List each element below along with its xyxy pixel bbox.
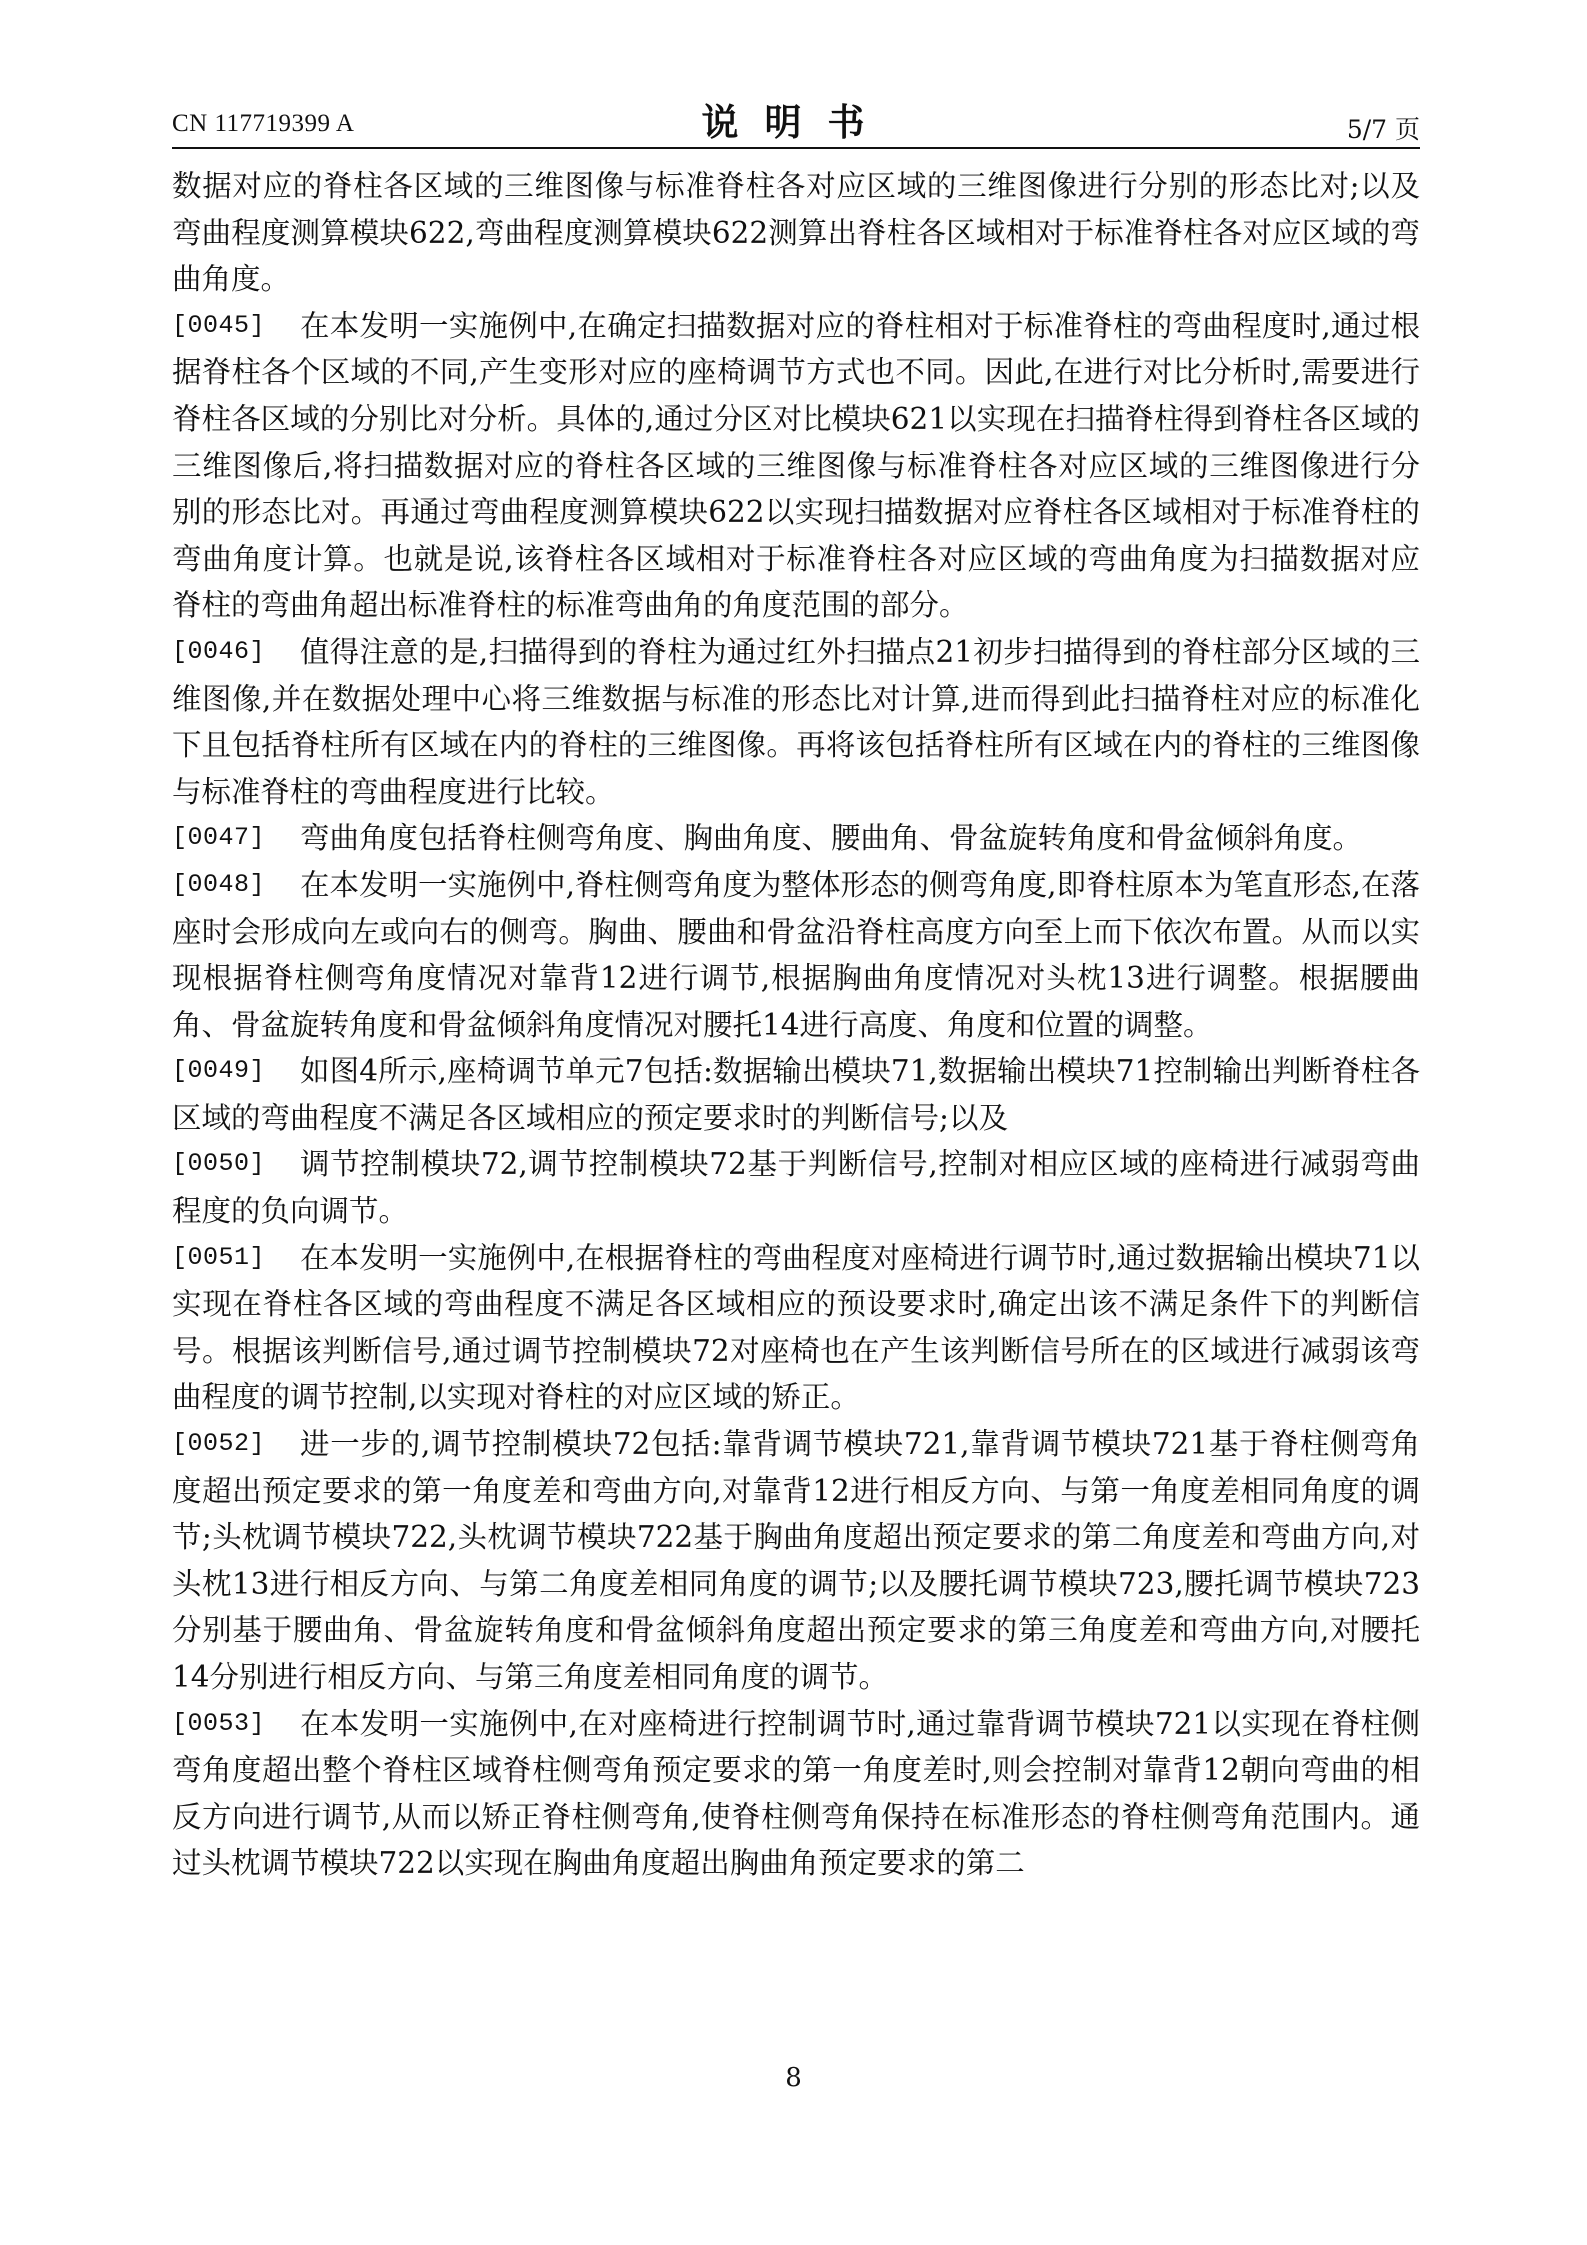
document-title: 说明书 xyxy=(701,101,891,144)
paragraph-number: [0046] xyxy=(172,636,266,666)
paragraph-0048 xyxy=(172,862,1420,1048)
paragraph-text: 在本发明一实施例中,在根据脊柱的弯曲程度对座椅进行调节时,通过数据输出模块71以实现在脊柱各区域的弯曲程度不满足各区域相应的预设要求时,确定出该不满足条件下的判断信号。根据该判断信号,通过调节控制模块72对座椅也在产生该判断信号所在的区域进行减弱该弯曲程度的调节控制,以实现对脊柱的对应区域的矫正。 xyxy=(172,1240,1420,1415)
paragraph-0052 xyxy=(172,1421,1420,1701)
paragraph-0050 xyxy=(172,1141,1420,1234)
paragraph-text: 弯曲角度包括脊柱侧弯角度、胸曲角度、腰曲角、骨盆旋转角度和骨盆倾斜角度。 xyxy=(300,821,1363,856)
paragraph-0049 xyxy=(172,1048,1420,1141)
paragraph-0053 xyxy=(172,1701,1420,1887)
document-body xyxy=(172,163,1420,1887)
paragraph-0045 xyxy=(172,303,1420,629)
paragraph-text: 在本发明一实施例中,脊柱侧弯角度为整体形态的侧弯角度,即脊柱原本为笔直形态,在落座时会形成向左或向右的侧弯。胸曲、腰曲和骨盆沿脊柱高度方向至上而下依次布置。从而以实现根据脊柱侧弯角度情况对靠背12进行调节,根据胸曲角度情况对头枕13进行调整。根据腰曲角、骨盆旋转角度和骨盆倾斜角度情况对腰托14进行高度、角度和位置的调整。 xyxy=(172,867,1420,1042)
paragraph-number: [0052] xyxy=(172,1429,266,1459)
paragraph-number: [0047] xyxy=(172,823,266,853)
paragraph-0046 xyxy=(172,629,1420,815)
paragraph-number: [0045] xyxy=(172,310,266,340)
header-divider xyxy=(172,147,1420,149)
paragraph-continuation xyxy=(172,163,1420,303)
paragraph-number: [0050] xyxy=(172,1149,266,1179)
paragraph-text: 调节控制模块72,调节控制模块72基于判断信号,控制对相应区域的座椅进行减弱弯曲程度的负向调节。 xyxy=(172,1147,1420,1229)
paragraph-0047 xyxy=(172,815,1420,862)
paragraph-text: 进一步的,调节控制模块72包括:靠背调节模块721,靠背调节模块721基于脊柱侧弯角度超出预定要求的第一角度差和弯曲方向,对靠背12进行相反方向、与第一角度差相同角度的调节;头枕调节模块722,头枕调节模块722基于胸曲角度超出预定要求的第二角度差和弯曲方向,对头枕13进行相反方向、与第二角度差相同角度的调节;以及腰托调节模块723,腰托调节模块723分别基于腰曲角、骨盆旋转角度和骨盆倾斜角度超出预定要求的第三角度差和弯曲方向,对腰托14分别进行相反方向、与第三角度差相同角度的调节。 xyxy=(172,1427,1420,1694)
paragraph-0051 xyxy=(172,1235,1420,1421)
paragraph-number: [0053] xyxy=(172,1708,266,1738)
publication-number: CN 117719399 A xyxy=(172,110,355,137)
paragraph-text: 在本发明一实施例中,在对座椅进行控制调节时,通过靠背调节模块721以实现在脊柱侧弯角度超出整个脊柱区域脊柱侧弯角预定要求的第一角度差时,则会控制对靠背12朝向弯曲的相反方向进行调节,从而以矫正脊柱侧弯角,使脊柱侧弯角保持在标准形态的脊柱侧弯角范围内。通过头枕调节模块722以实现在胸曲角度超出胸曲角预定要求的第二 xyxy=(172,1706,1420,1881)
paragraph-number: [0049] xyxy=(172,1056,266,1086)
page-count: 5/7 页 xyxy=(1346,115,1420,144)
paragraph-text: 在本发明一实施例中,在确定扫描数据对应的脊柱相对于标准脊柱的弯曲程度时,通过根据脊柱各个区域的不同,产生变形对应的座椅调节方式也不同。因此,在进行对比分析时,需要进行脊柱各区域的分别比对分析。具体的,通过分区对比模块621以实现在扫描脊柱得到脊柱各区域的三维图像后,将扫描数据对应的脊柱各区域的三维图像与标准脊柱各对应区域的三维图像进行分别的形态比对。再通过弯曲程度测算模块622以实现扫描数据对应脊柱各区域相对于标准脊柱的弯曲角度计算。也就是说,该脊柱各区域相对于标准脊柱各对应区域的弯曲角度为扫描数据对应脊柱的弯曲角超出标准脊柱的标准弯曲角的角度范围的部分。 xyxy=(172,308,1420,623)
paragraph-text: 数据对应的脊柱各区域的三维图像与标准脊柱各对应区域的三维图像进行分别的形态比对;以及弯曲程度测算模块622,弯曲程度测算模块622测算出脊柱各区域相对于标准脊柱各对应区域的弯曲角度。 xyxy=(172,169,1420,297)
paragraph-text: 值得注意的是,扫描得到的脊柱为通过红外扫描点21初步扫描得到的脊柱部分区域的三维图像,并在数据处理中心将三维数据与标准的形态比对计算,进而得到此扫描脊柱对应的标准化下且包括脊柱所有区域在内的脊柱的三维图像。再将该包括脊柱所有区域在内的脊柱的三维图像与标准脊柱的弯曲程度进行比较。 xyxy=(172,634,1420,809)
paragraph-number: [0051] xyxy=(172,1242,266,1272)
page-header xyxy=(172,92,1420,152)
page-number: 8 xyxy=(785,2063,802,2093)
paragraph-text: 如图4所示,座椅调节单元7包括:数据输出模块71,数据输出模块71控制输出判断脊柱各区域的弯曲程度不满足各区域相应的预定要求时的判断信号;以及 xyxy=(172,1054,1420,1135)
paragraph-number: [0048] xyxy=(172,869,266,899)
